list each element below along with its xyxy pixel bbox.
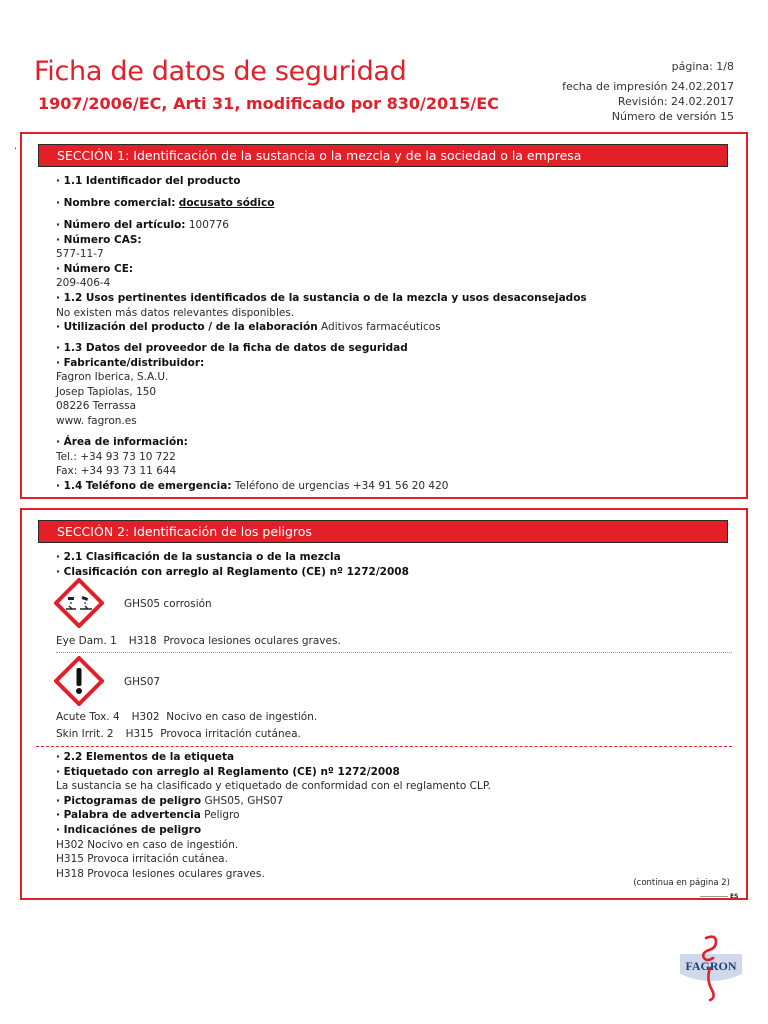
use-row <box>56 320 441 335</box>
article-row <box>56 218 229 233</box>
tox-code: H302 <box>131 711 160 723</box>
divider <box>56 652 732 653</box>
tox-hazard-row <box>56 710 317 725</box>
hazard-statement: H315 Provoca irritación cutánea. <box>56 853 228 866</box>
s12-heading: · 1.2 Usos pertinentes identificados de la sustancia o de la mezcla y usos desaconsejados <box>56 292 587 304</box>
info-label: · Área de información: <box>56 436 188 448</box>
maker-line: Fagron Iberica, S.A.U. <box>56 371 169 384</box>
skin-code: H315 <box>125 728 154 740</box>
section-2-header: SECCIÓN 2: Identificación de los peligros <box>38 520 728 543</box>
fagron-logo <box>676 934 746 1004</box>
use-value: Aditivos farmacéuticos <box>321 321 441 334</box>
eye-text: Provoca lesiones oculares graves. <box>163 635 341 647</box>
section-1-header: SECCIÓN 1: Identificación de la sustancia o la mezcla y de la sociedad o la empresa <box>38 144 728 167</box>
emergency-label: · 1.4 Teléfono de emergencia: <box>56 479 232 492</box>
signal-row <box>56 808 240 823</box>
skin-hazard-row <box>56 727 301 742</box>
maker-line: Josep Tapiolas, 150 <box>56 385 157 398</box>
page-number: página: 1/8 <box>671 60 734 73</box>
hazard-statement: H318 Provoca lesiones oculares graves. <box>56 867 265 880</box>
document-title: Ficha de datos de seguridad <box>34 56 407 87</box>
pictograms-value: GHS05, GHS07 <box>204 794 284 807</box>
print-date: fecha de impresión 24.02.2017 <box>562 80 734 93</box>
continued-note: (continua en página 2) <box>633 878 730 888</box>
divider <box>36 746 732 747</box>
skin-text: Provoca irritación cutánea. <box>160 728 301 740</box>
s12-text: No existen más datos relevantes disponibles. <box>56 306 295 319</box>
skin-class: Skin Irrit. 2 <box>56 728 114 740</box>
corrosion-icon <box>54 578 104 628</box>
s22-heading: · 2.2 Elementos de la etiqueta <box>56 751 235 763</box>
emergency-value: Teléfono de urgencias +34 91 56 20 420 <box>234 479 449 492</box>
signal-label: · Palabra de advertencia <box>56 809 201 822</box>
ghs07-label: GHS07 <box>124 676 161 688</box>
tel: Tel.: +34 93 73 10 722 <box>56 450 176 463</box>
pictograms-label: · Pictogramas de peligro <box>56 794 202 807</box>
cas-label: · Número CAS: <box>56 233 142 246</box>
maker-line: 08226 Terrassa <box>56 400 137 413</box>
ce-label: · Número CE: <box>56 262 134 275</box>
version-number: Número de versión 15 <box>611 110 734 123</box>
ce-value: 209-406-4 <box>56 277 111 290</box>
exclamation-icon <box>54 656 104 706</box>
trade-name-row <box>56 196 274 211</box>
ghs05-label: GHS05 corrosión <box>124 598 212 610</box>
article-value: 100776 <box>188 219 229 231</box>
signal-value: Peligro <box>204 809 240 822</box>
eye-code: H318 <box>128 635 157 647</box>
emergency-row <box>56 479 448 494</box>
label-text: La sustancia se ha clasificado y etiquetado de conformidad con el reglamento CLP. <box>56 780 491 793</box>
footer-rule <box>700 896 728 897</box>
pictograms-row <box>56 794 283 809</box>
trade-name-value: docusato sódico <box>178 197 275 209</box>
s13-heading: · 1.3 Datos del proveedor de la ficha de datos de seguridad <box>56 342 408 354</box>
hazard-statements-label: · Indicaciónes de peligro <box>56 824 202 836</box>
maker-website[interactable]: www. fagron.es <box>56 415 137 427</box>
label-rule: · Etiquetado con arreglo al Reglamento (CE) nº 1272/2008 <box>56 765 400 778</box>
logo-text: FAGRON <box>685 959 737 973</box>
eye-class: Eye Dam. 1 <box>56 635 117 647</box>
tox-class: Acute Tox. 4 <box>56 711 120 723</box>
s11-heading: · 1.1 Identificador del producto <box>56 175 241 187</box>
s21-heading: · 2.1 Clasificación de la sustancia o de la mezcla <box>56 551 341 563</box>
cas-value: 577-11-7 <box>56 248 104 261</box>
section-2 <box>20 508 748 900</box>
article-label: · Número del artículo: <box>56 219 186 231</box>
use-label: · Utilización del producto / de la elaboración <box>56 321 318 334</box>
tox-text: Nocivo en caso de ingestión. <box>166 711 318 723</box>
revision-date: Revisión: 24.02.2017 <box>617 95 734 108</box>
section-1 <box>20 132 748 499</box>
trade-name-label: · Nombre comercial: <box>56 197 176 209</box>
hazard-statement: H302 Nocivo en caso de ingestión. <box>56 838 239 851</box>
fax: Fax: +34 93 73 11 644 <box>56 465 177 478</box>
classification-label: · Clasificación con arreglo al Reglamento (CE) nº 1272/2008 <box>56 565 409 578</box>
maker-label: · Fabricante/distribuidor: <box>56 356 205 369</box>
margin-mark: · <box>14 144 18 155</box>
eye-hazard-row <box>56 634 341 649</box>
language-code: ES <box>730 893 739 900</box>
document-subtitle: 1907/2006/EC, Arti 31, modificado por 830/2015/EC <box>38 94 499 113</box>
